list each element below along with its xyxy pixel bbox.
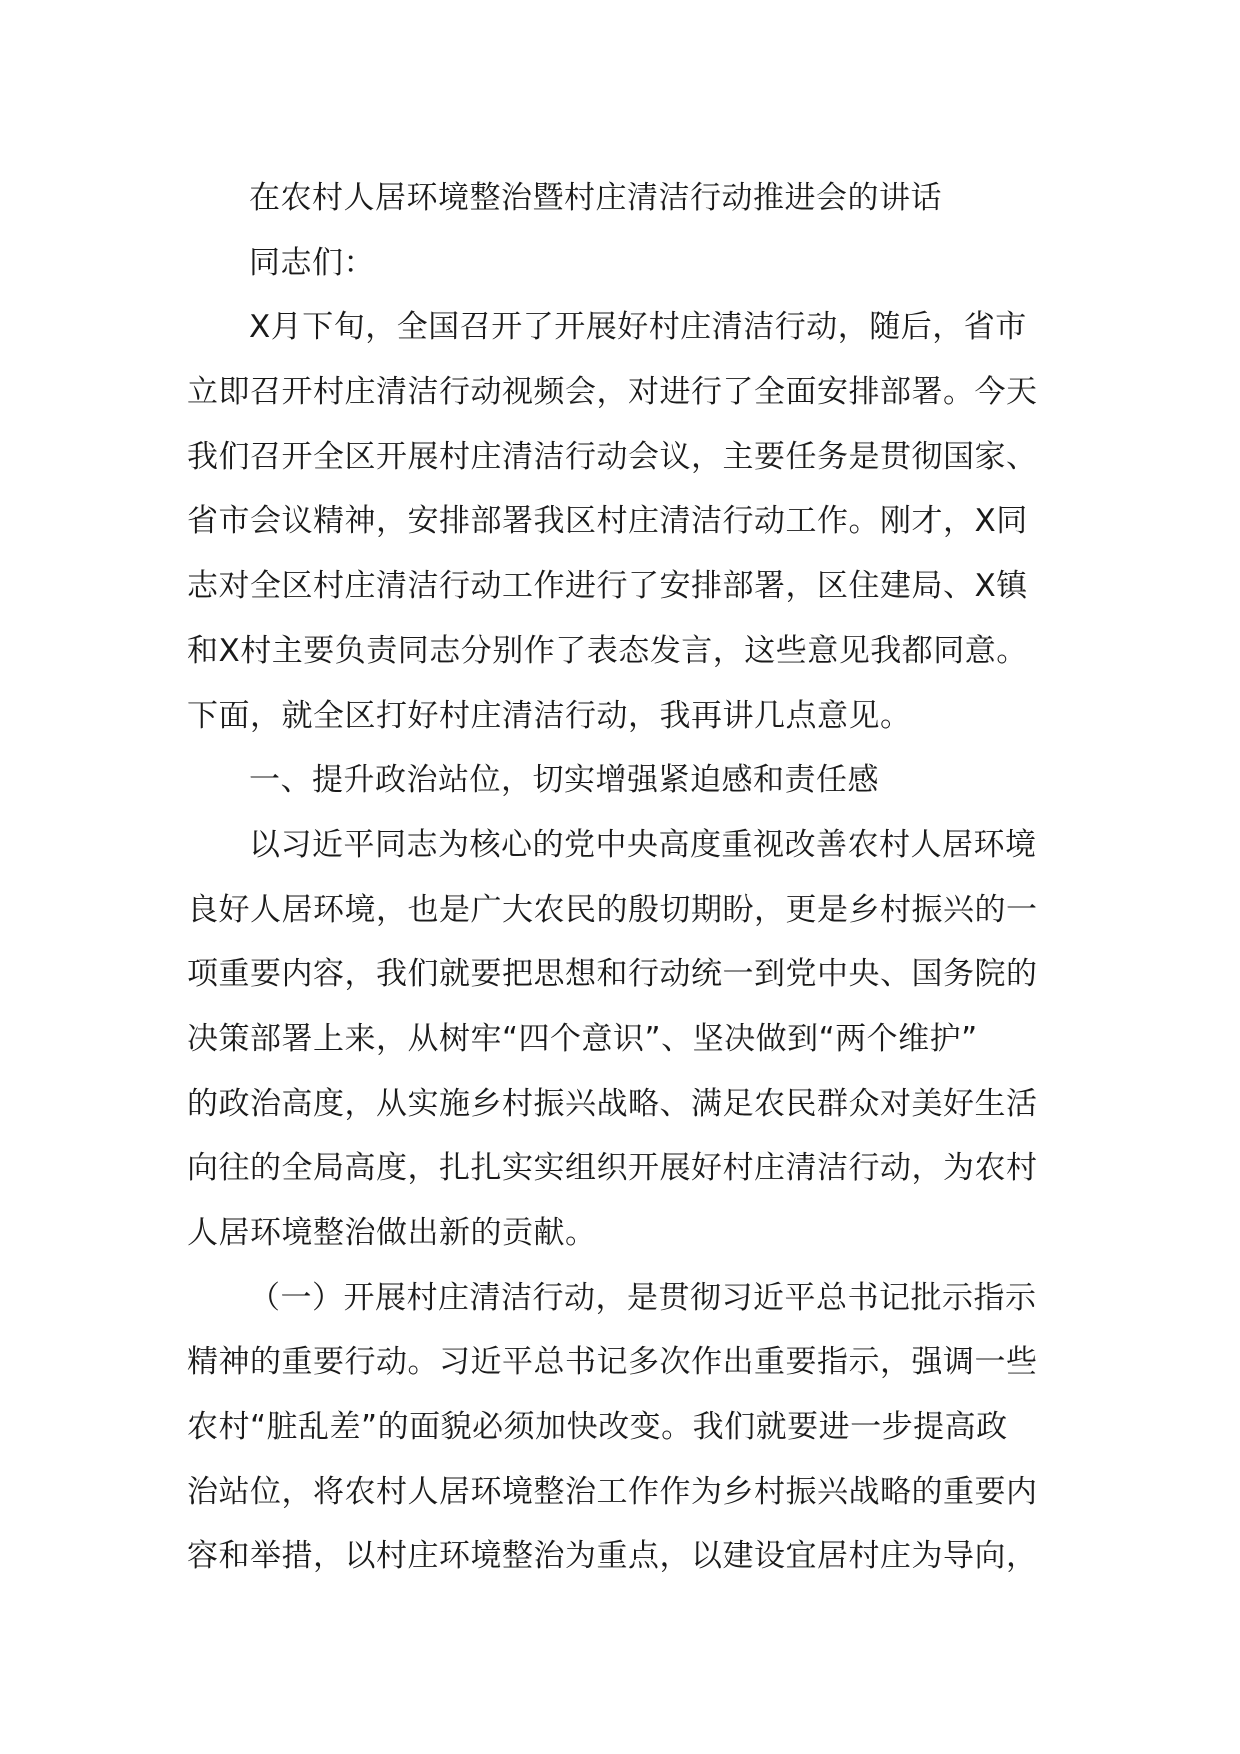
paragraph-line: 的政治高度，从实施乡村振兴战略、满足农民群众对美好生活 [187, 1085, 1038, 1122]
paragraph-line: 下面，就全区打好村庄清洁行动，我再讲几点意见。 [187, 697, 912, 734]
salutation: 同志们： [249, 244, 375, 281]
section-heading-1 [187, 748, 1053, 813]
paragraph-line: 志对全区村庄清洁行动工作进行了安排部署，区住建局、X镇 [187, 568, 1028, 605]
document-title: 在农村人居环境整治暨村庄清洁行动推进会的讲话 [249, 180, 942, 216]
paragraph-line: 农村“脏乱差”的面貌必须加快改变。我们就要进一步提高政 [187, 1409, 1008, 1446]
section-heading: 一、提升政治站位，切实增强紧迫感和责任感 [249, 762, 879, 799]
paragraph-line: 治站位，将农村人居环境整治工作作为乡村振兴战略的重要内 [187, 1473, 1038, 1510]
document-body [187, 166, 1053, 1589]
paragraph-line: 向往的全局高度，扎扎实实组织开展好村庄清洁行动，为农村 [187, 1150, 1038, 1187]
paragraph-line: 精神的重要行动。习近平总书记多次作出重要指示，强调一些 [187, 1344, 1038, 1381]
paragraph-line: 和X村主要负责同志分别作了表态发言，这些意见我都同意。 [187, 632, 1028, 669]
paragraph-3 [187, 1266, 1053, 1589]
paragraph-line: （一）开展村庄清洁行动，是贯彻习近平总书记批示指示 [249, 1279, 1037, 1316]
paragraph-line: X月下旬，全国召开了开展好村庄清洁行动，随后，省市 [249, 309, 1027, 346]
paragraph-line: 良好人居环境，也是广大农民的殷切期盼，更是乡村振兴的一 [187, 891, 1038, 928]
paragraph-line: 以习近平同志为核心的党中央高度重视改善农村人居环境 [249, 826, 1037, 863]
paragraph-line: 项重要内容，我们就要把思想和行动统一到党中央、国务院的 [187, 956, 1038, 993]
paragraph-line: 我们召开全区开展村庄清洁行动会议，主要任务是贯彻国家、 [187, 438, 1038, 475]
paragraph-2 [187, 813, 1053, 1266]
paragraph-line: 省市会议精神，安排部署我区村庄清洁行动工作。刚才，X同 [187, 503, 1028, 540]
paragraph-line: 决策部署上来，从树牢“四个意识”、坚决做到“两个维护” [187, 1020, 978, 1057]
paragraph-line: 人居环境整治做出新的贡献。 [187, 1215, 597, 1251]
paragraph-1 [187, 295, 1053, 748]
paragraph-line: 容和举措，以村庄环境整治为重点，以建设宜居村庄为导向， [187, 1538, 1038, 1575]
paragraph-line: 立即召开村庄清洁行动视频会，对进行了全面安排部署。今天 [187, 374, 1038, 411]
